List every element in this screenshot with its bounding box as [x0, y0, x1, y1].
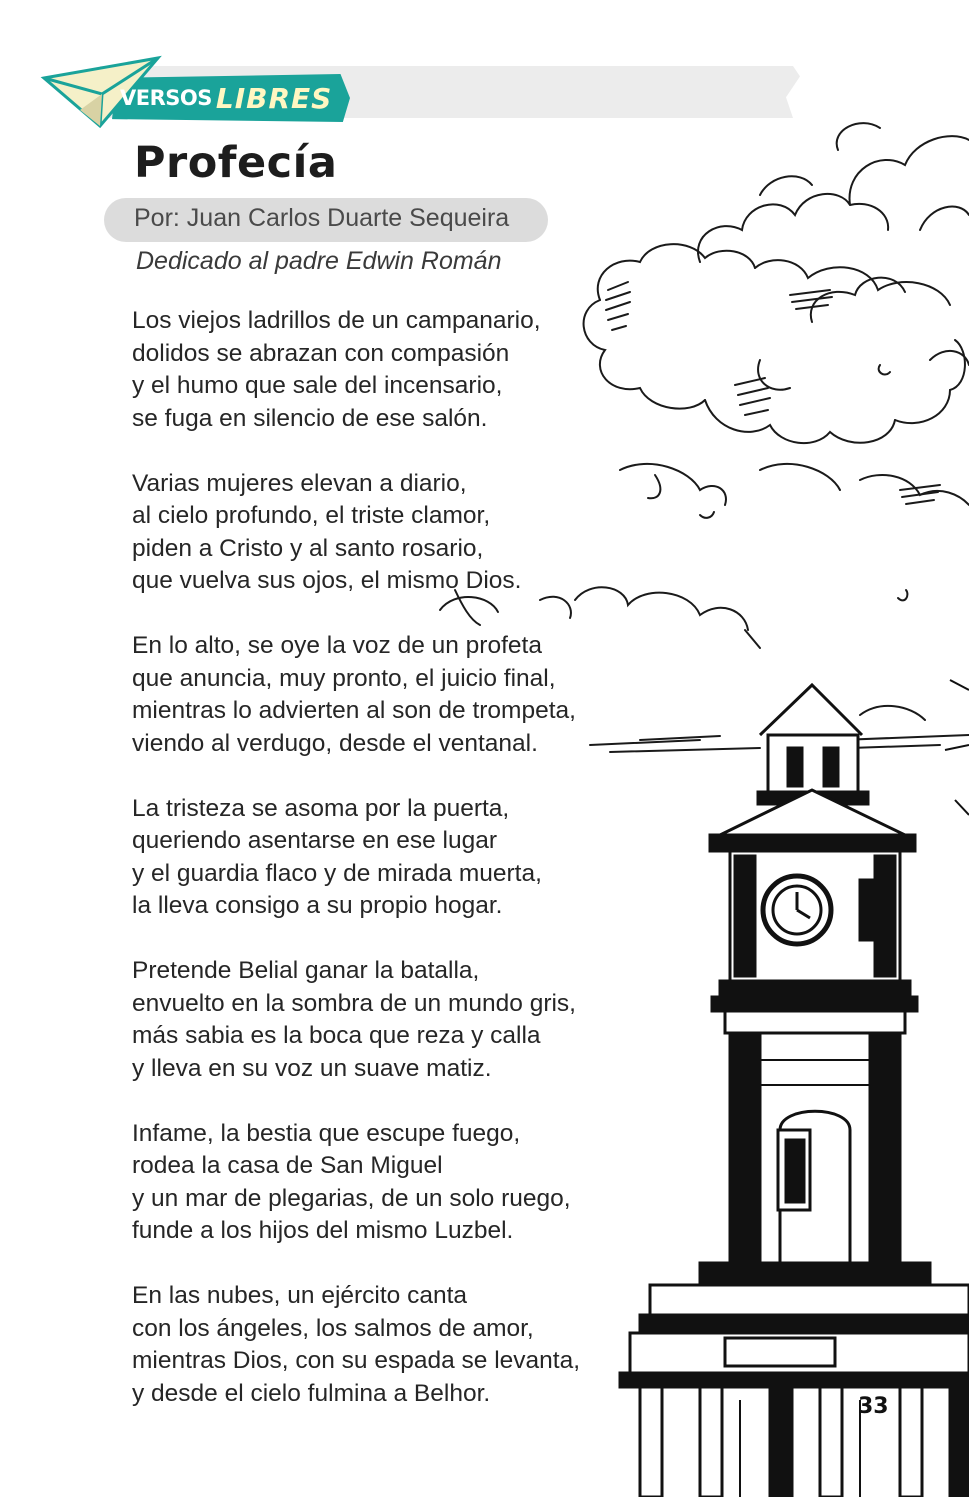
verse-line: La tristeza se asoma por la puerta,	[132, 794, 510, 822]
clock-tower-illustration	[620, 680, 969, 1497]
verse-line: funde a los hijos del mismo Luzbel.	[132, 1217, 514, 1244]
verse-line: dolidos se abrazan con compasión	[132, 339, 510, 367]
verse-line: mientras Dios, con su espada se levanta,	[132, 1347, 581, 1374]
verse-line: En lo alto, se oye la voz de un profeta	[132, 632, 542, 659]
stanza	[132, 1280, 580, 1410]
brand-versos: VERSOS	[120, 86, 212, 110]
verse-line: se fuga en silencio de ese salón.	[132, 404, 488, 432]
verse-line: y lleva en su voz un suave matiz.	[132, 1054, 492, 1082]
verse-line: piden a Cristo y al santo rosario,	[132, 534, 484, 562]
verse-line: la lleva consigo a su propio hogar.	[132, 892, 503, 919]
stanza	[132, 1118, 580, 1248]
verse-line: y un mar de plegarias, de un solo ruego,	[132, 1184, 571, 1212]
poem-body	[132, 305, 580, 1443]
brand-libres: LIBRES	[215, 81, 333, 115]
stanza	[132, 305, 580, 435]
stanza	[132, 955, 580, 1085]
stanza	[132, 630, 580, 760]
verse-line: envuelto en la sombra de un mundo gris,	[132, 989, 576, 1017]
verse-line: y desde el cielo fulmina a Belhor.	[132, 1379, 491, 1407]
verse-line: viendo al verdugo, desde el ventanal.	[132, 729, 538, 757]
verse-line: Pretende Belial ganar la batalla,	[132, 957, 480, 984]
verse-line: al cielo profundo, el triste clamor,	[132, 502, 491, 529]
verse-line: que anuncia, muy pronto, el juicio final,	[132, 664, 556, 692]
verse-line: Infame, la bestia que escupe fuego,	[132, 1119, 521, 1147]
verse-line: y el humo que sale del incensario,	[132, 372, 503, 399]
poem-author: Por: Juan Carlos Duarte Sequeira	[134, 204, 510, 232]
poem-title: Profecía	[134, 138, 338, 188]
page-number: 33	[858, 1394, 889, 1419]
verse-line: Varias mujeres elevan a diario,	[132, 469, 467, 497]
poem-dedication: Dedicado al padre Edwin Román	[136, 247, 502, 275]
verse-line: y el guardia flaco y de mirada muerta,	[132, 859, 542, 887]
verse-line: queriendo asentarse en ese lugar	[132, 827, 498, 854]
verse-line: mientras lo advierten al son de trompeta,	[132, 697, 576, 724]
verse-line: rodea la casa de San Miguel	[132, 1152, 443, 1179]
stanza	[132, 793, 580, 923]
verse-line: más sabia es la boca que reza y calla	[132, 1022, 541, 1049]
stanza	[132, 468, 580, 598]
verse-line: que vuelva sus ojos, el mismo Dios.	[132, 567, 522, 594]
verse-line: En las nubes, un ejército canta	[132, 1282, 468, 1309]
verse-line: con los ángeles, los salmos de amor,	[132, 1314, 534, 1342]
verse-line: Los viejos ladrillos de un campanario,	[132, 307, 541, 334]
